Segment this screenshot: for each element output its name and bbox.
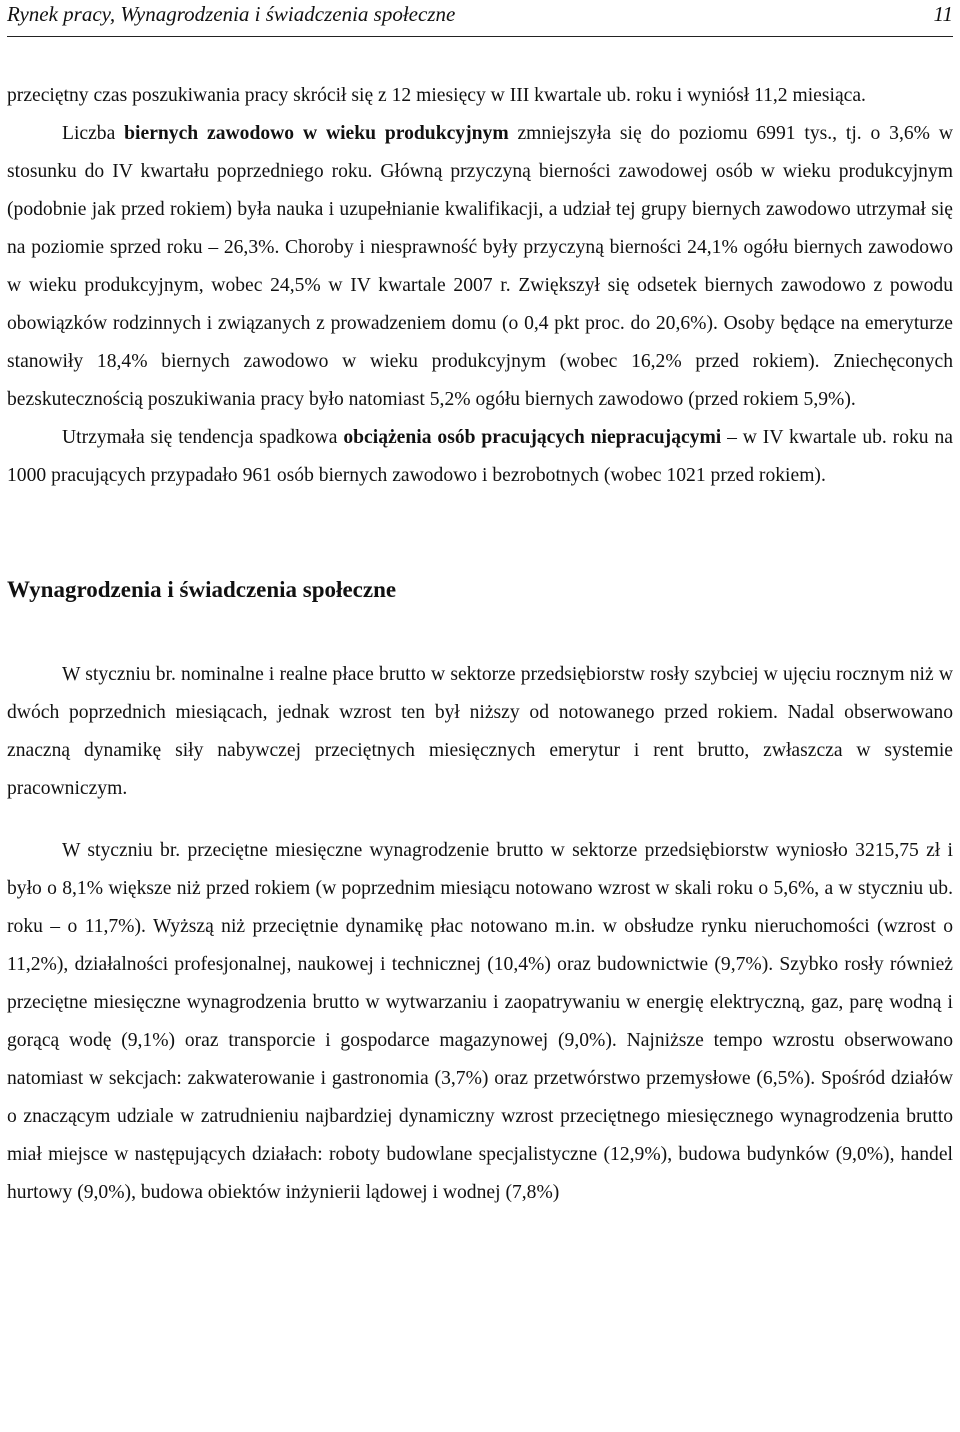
paragraph-lead: Utrzymała się tendencja spadkowa xyxy=(62,427,344,448)
running-header xyxy=(7,0,953,37)
paragraph-average-wage xyxy=(7,832,953,1212)
section-heading: Wynagrodzenia i świadczenia społeczne xyxy=(7,577,397,602)
paragraph-inactive-persons xyxy=(7,115,953,419)
bold-term: biernych zawodowo w wieku produkcyjnym xyxy=(124,123,509,144)
document-page xyxy=(7,0,953,1212)
paragraph-job-search-time xyxy=(7,77,953,115)
paragraph-rest: – w IV kwartale ub. roku na 1000 pracujących przypadało 961 osób biernych zawodowo i bezrobotnych (wobec 1021 przed rokiem). xyxy=(7,427,953,486)
paragraph-wages-overview xyxy=(7,656,953,808)
paragraph-text: W styczniu br. nominalne i realne płace brutto w sektorze przedsiębiorstw rosły szybciej w ujęciu rocznym niż w dwóch poprzednich miesiącach, jednak wzrost ten był niższy od notowanego przed rokiem. Nadal obserwowano znaczną dynamikę siły nabywczej przeciętnych miesięcznych emerytur i rent brutto, zwłaszcza w systemie pracowniczym. xyxy=(7,664,953,799)
page-number: 11 xyxy=(933,2,953,26)
header-title: Rynek pracy, Wynagrodzenia i świadczenia społeczne xyxy=(7,2,456,26)
paragraph-rest: zmniejszyła się do poziomu 6991 tys., tj. o 3,6% w stosunku do IV kwartału poprzedniego roku. Główną przyczyną bierności zawodowej osób w wieku produkcyjnym (podobnie jak przed rokiem) była nauka i uzupełnianie kwalifikacji, a udział tej grupy biernych zawodowo utrzymał się na poziomie sprzed roku – 26,3%. Choroby i niesprawność były przyczyną bierności 24,1% ogółu biernych zawodowo w wieku produkcyjnym, wobec 24,5% w IV kwartale 2007 r. Zwiększył się odsetek biernych zawodowo z powodu obowiązków rodzinnych i związanych z prowadzeniem domu (o 0,4 pkt proc. do 20,6%). Osoby będące na emeryturze stanowiły 18,4% biernych zawodowo w wieku produkcyjnym (wobec 16,2% przed rokiem). Zniechęconych bezskutecznością poszukiwania pracy było natomiast 5,2% ogółu biernych zawodowo (przed rokiem 5,9%). xyxy=(7,123,953,410)
paragraph-lead: Liczba xyxy=(62,123,125,144)
paragraph-text: przeciętny czas poszukiwania pracy skrócił się z 12 miesięcy w III kwartale ub. roku i wyniósł 11,2 miesiąca. xyxy=(7,85,866,106)
paragraph-text: W styczniu br. przeciętne miesięczne wynagrodzenie brutto w sektorze przedsiębiorstw wyniosło 3215,75 zł i było o 8,1% większe niż przed rokiem (w poprzednim miesiącu notowano wzrost w skali roku o 5,6%, a w styczniu ub. roku – o 11,7%). Wyższą niż przeciętnie dynamikę płac notowano m.in. w obsłudze rynku nieruchomości (wzrost o 11,2%), działalności profesjonalnej, naukowej i technicznej (10,4%) oraz budownictwie (9,7%). Szybko rosły również przeciętne miesięczne wynagrodzenia brutto w wytwarzaniu i zaopatrywaniu w energię elektryczną, gaz, parę wodną i gorącą wodę (9,1%) oraz transporcie i gospodarce magazynowej (9,0%). Najniższe tempo wzrostu obserwowano natomiast w sekcjach: zakwaterowanie i gastronomia (3,7%) oraz przetwórstwo przemysłowe (6,5%). Spośród działów o znaczącym udziale w zatrudnieniu najbardziej dynamiczny wzrost przeciętnego miesięcznego wynagrodzenia brutto miał miejsce w następujących działach: roboty budowlane specjalistyczne (12,9%), budowa budynków (9,0%), handel hurtowy (9,0%), budowa obiektów inżynierii lądowej i wodnej (7,8%) xyxy=(7,840,953,1203)
bold-term: obciążenia osób pracujących niepracującymi xyxy=(343,427,722,448)
paragraph-dependency-ratio xyxy=(7,419,953,495)
